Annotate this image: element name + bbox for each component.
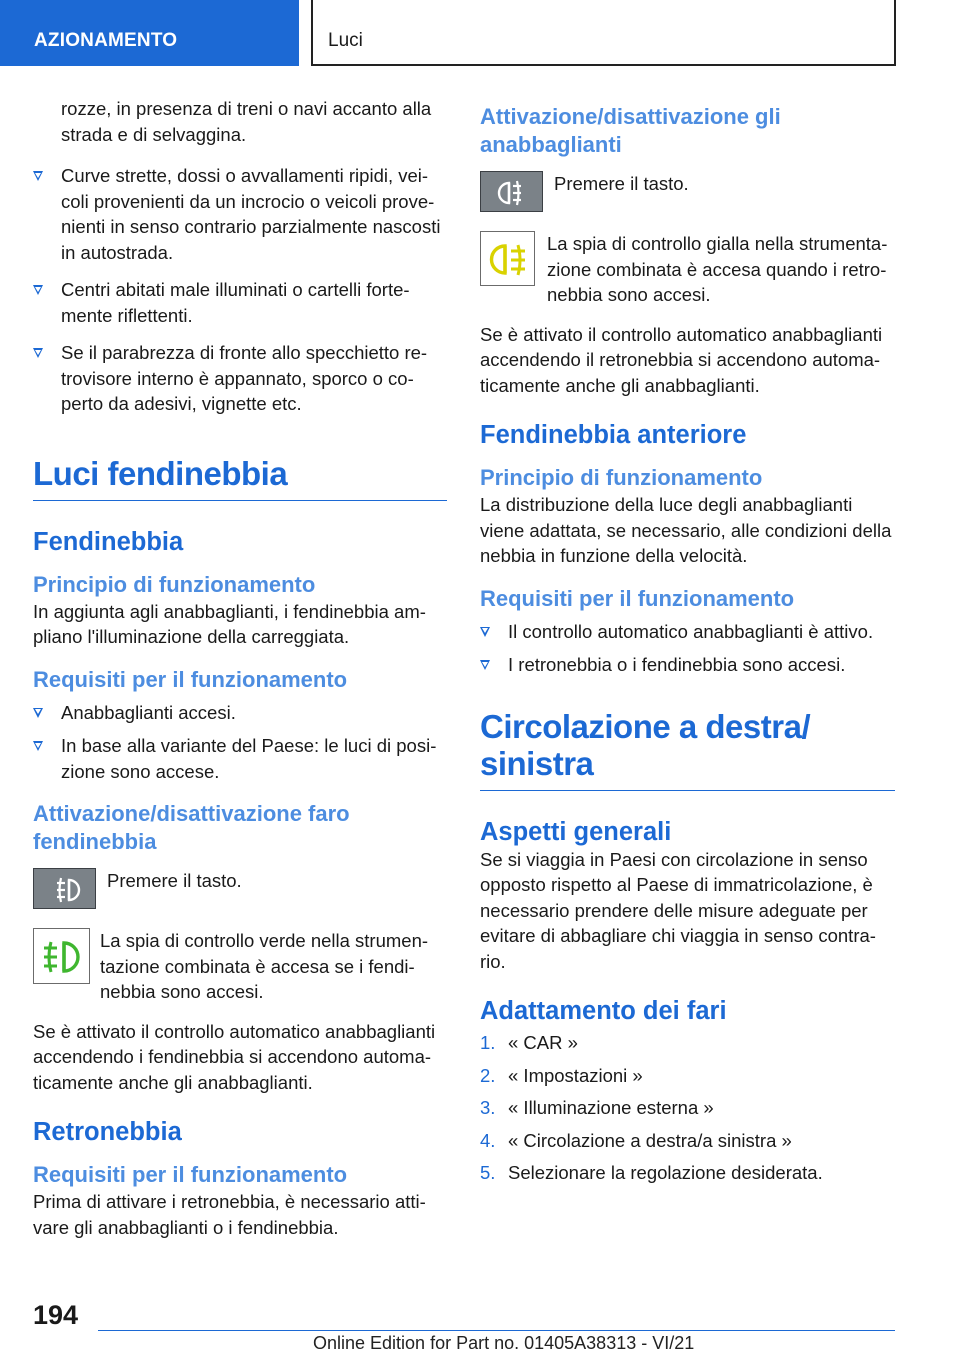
triangle-bullet-icon xyxy=(33,285,43,295)
rear-fog-button-icon xyxy=(480,171,543,212)
list-item: Centri abitati male illuminati o cartelli fortemente riflettenti. xyxy=(33,277,447,328)
principio-text: La distribuzione della luce degli anabbaglianti viene adattata, se necessario, alle condizioni della nebbia in funzione della velocità. xyxy=(480,494,892,566)
section-title-circolazione: Circolazione a destra/ sinistra xyxy=(480,708,895,791)
green-fog-indicator-icon xyxy=(33,928,90,984)
press-button-text: Premere il tasto. xyxy=(554,173,689,194)
green-indicator-text: La spia di controllo verde nella strumentazione combinata è accesa se i fendinebbia sono accesi. xyxy=(100,930,429,1002)
list-item: Se il parabrezza di fronte allo specchietto retrovisore interno è appannato, sporco o coperto da adesivi, vignette etc. xyxy=(33,340,447,417)
right-column xyxy=(480,103,895,1186)
heading-attivazione-fendinebbia: Attivazione/disattivazione faro fendinebbia xyxy=(33,801,350,854)
triangle-bullet-icon xyxy=(33,171,43,181)
footer-divider xyxy=(98,1330,895,1331)
section-tab: AZIONAMENTO xyxy=(0,0,299,66)
triangle-bullet-icon xyxy=(480,627,490,637)
yellow-rear-fog-indicator-icon xyxy=(480,231,535,286)
heading-adattamento-fari: Adattamento dei fari xyxy=(480,997,727,1025)
list-item: Il controllo automatico anabbaglianti è attivo. xyxy=(480,619,895,645)
continued-text: rozze, in presenza di treni o navi accanto alla strada e di selvaggina. xyxy=(61,98,432,145)
triangle-bullet-icon xyxy=(33,708,43,718)
heading-principio: Principio di funzionamento xyxy=(480,465,763,490)
chapter-tab: Luci xyxy=(311,0,896,66)
step-item: 3. « Illuminazione esterna » xyxy=(480,1097,714,1118)
fog-lamp-row xyxy=(33,928,447,1005)
list-item: Anabbaglianti accesi. xyxy=(33,700,447,726)
heading-requisiti: Requisiti per il funzionamento xyxy=(33,666,348,692)
list-item: Curve strette, dossi o avvallamenti ripidi, veicoli provenienti da un incrocio o veicoli provenienti in senso contrario parzialmente nascosti in autostrada. xyxy=(33,163,447,265)
page-number: 194 xyxy=(33,1300,79,1330)
auto-control-text: Se è attivato il controllo automatico anabbaglianti accendendo i fendinebbia si accendono automaticamente anche gli anabbaglianti. xyxy=(33,1020,436,1093)
step-item: 2. « Impostazioni » xyxy=(480,1064,643,1086)
rear-fog-button-row xyxy=(480,171,895,229)
list-item: I retronebbia o i fendinebbia sono accesi. xyxy=(480,652,895,678)
heading-retronebbia: Retronebbia xyxy=(33,1118,182,1146)
section-title-fog-lights: Luci fendinebbia xyxy=(33,455,447,501)
step-item: 4. « Circolazione a destra/a sinistra » xyxy=(480,1129,792,1151)
list-item: In base alla variante del Paese: le luci di posizione sono accese. xyxy=(33,733,447,784)
fog-button-row xyxy=(33,868,447,926)
step-item: 1. « CAR » xyxy=(480,1032,578,1053)
heading-requisiti-retro: Requisiti per il funzionamento xyxy=(33,1162,348,1187)
heading-fendinebbia-anteriore: Fendinebbia anteriore xyxy=(480,421,747,449)
heading-principio: Principio di funzionamento xyxy=(33,571,316,597)
principio-text: In aggiunta agli anabbaglianti, i fendinebbia ampliano l'illuminazione della carreggiata. xyxy=(33,600,426,647)
heading-aspetti-generali: Aspetti generali xyxy=(480,817,672,846)
edition-text: Online Edition for Part no. 01405A38313 - VI/21 xyxy=(313,1333,695,1353)
retro-text: Prima di attivare i retronebbia, è necessario attivare gli anabbaglianti o i fendinebbia. xyxy=(33,1191,426,1238)
step-item: 5. Selezionare la regolazione desiderata. xyxy=(480,1162,823,1183)
triangle-bullet-icon xyxy=(33,741,43,751)
aspetti-text: Se si viaggia in Paesi con circolazione in senso opposto rispetto al Paese di immatricolazione, è necessario prendere delle misure adeguate per evitare di abbagliare chi viaggia in senso contrario. xyxy=(480,848,876,972)
heading-fendinebbia: Fendinebbia xyxy=(33,527,184,556)
auto-control-text: Se è attivato il controllo automatico anabbaglianti accendendo il retronebbia si accendono automaticamente anche gli anabbaglianti. xyxy=(480,323,883,396)
heading-requisiti: Requisiti per il funzionamento xyxy=(480,585,795,611)
triangle-bullet-icon xyxy=(33,348,43,358)
triangle-bullet-icon xyxy=(480,660,490,670)
left-column xyxy=(33,96,447,1240)
heading-attivazione-anabbaglianti: Attivazione/disattivazione gli anabbaglianti xyxy=(480,104,781,157)
yellow-indicator-text: La spia di controllo gialla nella strumentazione combinata è accesa quando i retronebbia sono accesi. xyxy=(547,233,888,305)
press-button-text: Premere il tasto. xyxy=(107,870,242,891)
front-fog-button-icon xyxy=(33,868,96,909)
rear-fog-lamp-row xyxy=(480,231,895,308)
